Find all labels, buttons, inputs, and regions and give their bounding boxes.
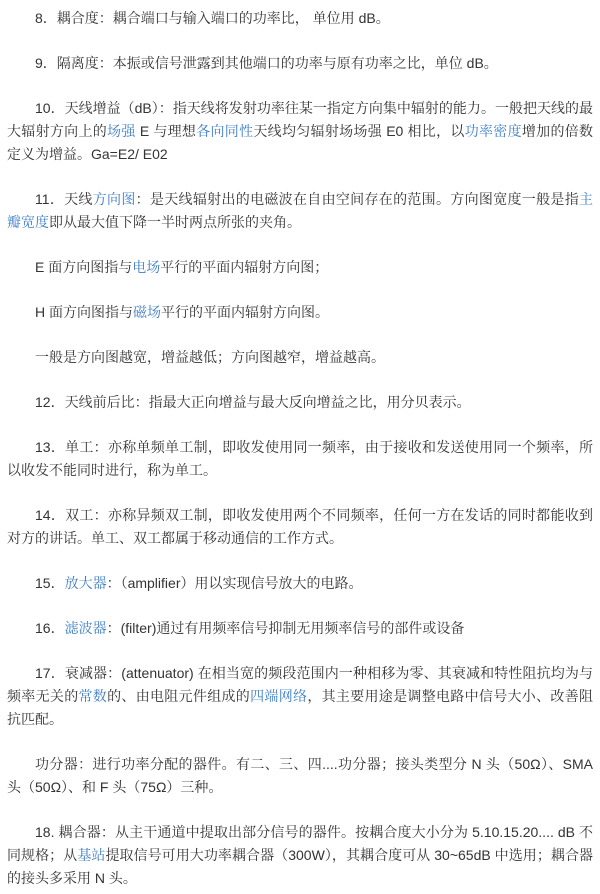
text-run: 功分器：进行功率分配的器件。有二、三、四....功分器；接头类型分 N 头（50Ω）、SMA 头（50Ω）、和 F 头（75Ω）三种。: [7, 756, 593, 795]
text-run: 14．双工：亦称异频双工制，即收发使用两个不同频率，任何一方在发话的同时都能收到对方的讲话。单工、双工都属于移动通信的工作方式。: [7, 507, 593, 546]
item-17-attenuator: [7, 662, 593, 731]
text-run: 8．耦合度：耦合端口与输入端口的功率比， 单位用 dB。: [35, 10, 390, 26]
item-11-radiation-pattern: [7, 188, 593, 234]
text-run: 提取信号可用大功率耦合器（300W），其耦合度可从 30~65dB 中选用；耦合器的接头多采用 N 头。: [7, 847, 594, 886]
field-strength-link[interactable]: 场强: [107, 123, 136, 139]
power-density-link[interactable]: 功率密度: [464, 123, 522, 139]
item-9-isolation: [7, 52, 593, 75]
item-14-duplex: [7, 504, 593, 550]
item-11-e-plane: [7, 256, 593, 279]
text-run: 10．天线增益（dB）：指天线将发射功率往某一指定方向集中辐射的能力。一般把天线的最大辐射方向上的: [7, 100, 593, 139]
item-15-amplifier: [7, 572, 593, 595]
text-run: 平行的平面内辐射方向图。: [161, 304, 329, 320]
text-run: ：(filter)通过有用频率信号抑制无用频率信号的部件或设备: [106, 620, 465, 636]
text-run: ：（amplifier）用以实现信号放大的电路。: [106, 575, 363, 591]
text-run: 天线均匀辐射场场强 E0 相比，以: [253, 123, 465, 139]
filter-link[interactable]: 滤波器: [64, 620, 107, 636]
electric-field-link[interactable]: 电场: [132, 259, 161, 275]
item-8-coupling-degree: [7, 7, 593, 30]
text-run: 9．隔离度：本振或信号泄露到其他端口的功率与原有功率之比，单位 dB。: [35, 55, 498, 71]
text-run: 的、由电阻元件组成的: [107, 688, 251, 704]
constant-link[interactable]: 常数: [78, 688, 108, 704]
base-station-link[interactable]: 基站: [77, 847, 106, 863]
item-18-coupler: [7, 821, 593, 890]
amplifier-link[interactable]: 放大器: [64, 575, 107, 591]
text-run: 16．: [35, 620, 65, 636]
isotropic-link[interactable]: 各向同性: [196, 123, 254, 139]
text-run: 15．: [35, 575, 65, 591]
magnetic-field-link[interactable]: 磁场: [133, 304, 161, 320]
item-11-pattern-gain-note: [7, 346, 593, 369]
item-11-h-plane: [7, 301, 593, 324]
text-run: E 面方向图指与: [35, 259, 133, 275]
radiation-pattern-link[interactable]: 方向图: [92, 191, 136, 207]
text-run: 一般是方向图越宽，增益越低；方向图越窄，增益越高。: [35, 349, 385, 365]
text-run: 18. 耦合器：从主干通道中提取出部分信号的器件。按耦合度大小分为 5.10.15.20.... dB 不同规格；从: [7, 824, 593, 863]
text-run: 12．天线前后比：指最大正向增益与最大反向增益之比，用分贝表示。: [35, 394, 471, 410]
text-run: ：是天线辐射出的电磁波在自由空间存在的范围。方向图宽度一般是指: [135, 191, 579, 207]
text-run: H 面方向图指与: [35, 304, 133, 320]
item-13-simplex: [7, 436, 593, 482]
text-run: 平行的平面内辐射方向图；: [160, 259, 329, 275]
main-lobe-width-link[interactable]: 主瓣宽度: [7, 191, 593, 230]
four-terminal-network-link[interactable]: 四端网络: [250, 688, 308, 704]
text-run: 17．衰减器：(attenuator) 在相当宽的频段范围内一种相移为零、其衰减和特性阻抗均为与频率无关的: [7, 665, 593, 704]
item-10-antenna-gain: [7, 97, 593, 166]
power-divider: [7, 753, 593, 799]
text-run: 增加的倍数定义为增益。Ga=E2/ E02: [7, 123, 594, 162]
text-run: 即从最大值下降一半时两点所张的夹角。: [49, 214, 301, 230]
text-run: 11．天线: [35, 191, 93, 207]
text-run: 13．单工：亦称单频单工制，即收发使用同一频率，由于接收和发送使用同一个频率，所以收发不能同时进行，称为单工。: [7, 439, 593, 478]
text-run: ，其主要用途是调整电路中信号大小、改善阻抗匹配。: [7, 688, 594, 727]
text-run: E 与理想: [135, 123, 197, 139]
item-16-filter: [7, 617, 593, 640]
item-12-front-to-back-ratio: [7, 391, 593, 414]
